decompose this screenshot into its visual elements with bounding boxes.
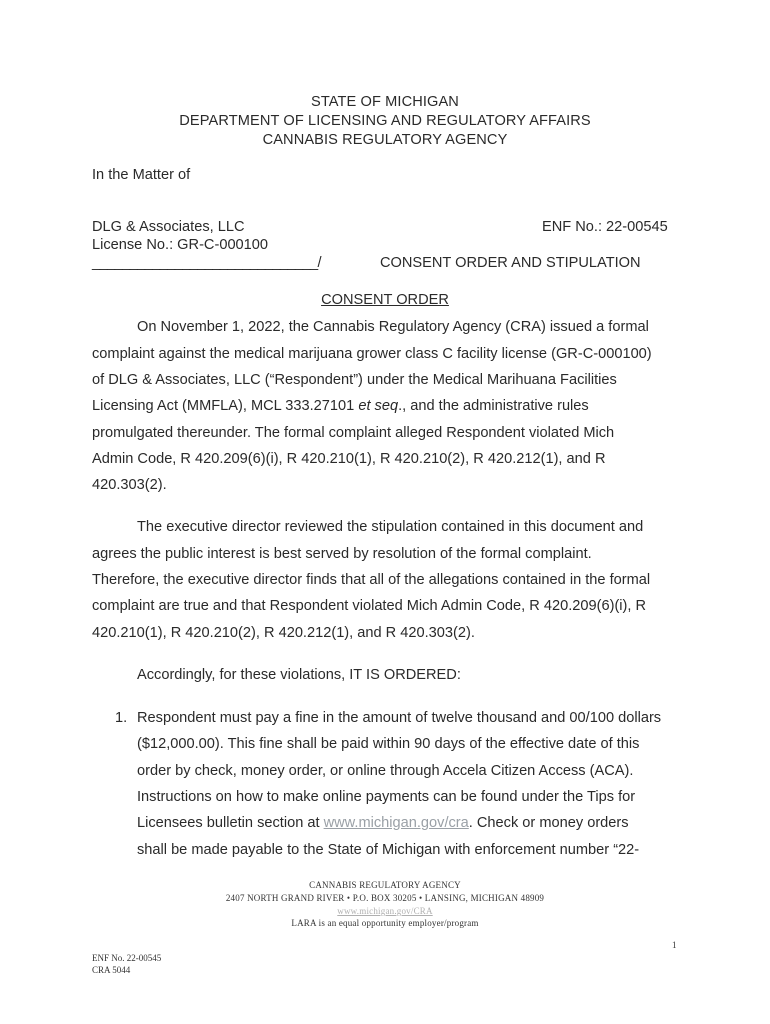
para1-line: of DLG & Associates, LLC (“Respondent”) under the Medical Marihuana Facilities <box>92 372 617 388</box>
footer-address: 2407 NORTH GRAND RIVER • P.O. BOX 30205 • LANSING, MICHIGAN 48909 <box>225 893 545 903</box>
cra-website-link[interactable]: www.michigan.gov/cra <box>323 815 469 831</box>
list-item-number: 1. <box>115 710 128 726</box>
page-number: 1 <box>672 940 677 950</box>
para1-line: complaint against the medical marijuana grower class C facility license (GR-C-000100) <box>92 346 652 362</box>
para2-line: The executive director reviewed the stipulation contained in this document and <box>137 519 644 535</box>
respondent-name: DLG & Associates, LLC <box>92 219 245 235</box>
header-department: DEPARTMENT OF LICENSING AND REGULATORY AFFAIRS <box>179 113 591 129</box>
document-title: CONSENT ORDER AND STIPULATION <box>380 255 641 271</box>
item1-line: ($12,000.00). This fine shall be paid within 90 days of the effective date of this <box>137 736 640 752</box>
item1-text: . Check or money orders <box>468 815 629 831</box>
para1-line: 420.303(2). <box>92 477 167 493</box>
para1-line: Admin Code, R 420.209(6)(i), R 420.210(1), R 420.210(2), R 420.212(1), and R <box>92 451 606 467</box>
para1-text: ., and the administrative rules <box>398 398 589 414</box>
footer-enf-number: ENF No. 22-00545 <box>92 953 162 963</box>
footer-eeo: LARA is an equal opportunity employer/program <box>291 918 479 928</box>
item1-text: Licensees bulletin section at <box>137 815 324 831</box>
para1-italic: et seq <box>358 398 399 414</box>
para2-line: complaint are true and that Respondent violated Mich Admin Code, R 420.209(6)(i), R <box>92 598 647 614</box>
para1-line: On November 1, 2022, the Cannabis Regulatory Agency (CRA) issued a formal <box>137 319 649 335</box>
section-title: CONSENT ORDER <box>321 292 449 308</box>
item1-line: Instructions on how to make online payments can be found under the Tips for <box>137 789 636 805</box>
license-number: License No.: GR-C-000100 <box>92 237 269 253</box>
para1-line <box>92 398 589 414</box>
para2-line: Therefore, the executive director finds that all of the allegations contained in the formal <box>92 572 651 588</box>
enf-number: ENF No.: 22-00545 <box>542 219 668 235</box>
header-state: STATE OF MICHIGAN <box>311 94 459 110</box>
item1-line: shall be made payable to the State of Michigan with enforcement number “22- <box>137 842 640 858</box>
order-intro: Accordingly, for these violations, IT IS ORDERED: <box>137 667 461 683</box>
item1-line <box>137 815 629 831</box>
signature-blank-line: ______________________________/ <box>92 255 321 271</box>
para2-line: 420.210(1), R 420.210(2), R 420.212(1), and R 420.303(2). <box>92 625 475 641</box>
footer-website <box>0 906 770 916</box>
para1-text: Licensing Act (MMFLA), MCL 333.27101 <box>92 398 359 414</box>
item1-line: order by check, money order, or online through Accela Citizen Access (ACA). <box>137 763 634 779</box>
para2-line: agrees the public interest is best served by resolution of the formal complaint. <box>92 546 592 562</box>
footer-agency: CANNABIS REGULATORY AGENCY <box>309 880 461 890</box>
footer-form-number: CRA 5044 <box>92 965 131 975</box>
matter-label: In the Matter of <box>92 167 191 183</box>
para1-line: promulgated thereunder. The formal complaint alleged Respondent violated Mich <box>92 425 615 441</box>
header-agency: CANNABIS REGULATORY AGENCY <box>262 132 508 148</box>
footer-website-link[interactable]: www.michigan.gov/CRA <box>337 906 433 916</box>
item1-line: Respondent must pay a fine in the amount of twelve thousand and 00/100 dollars <box>137 710 662 726</box>
